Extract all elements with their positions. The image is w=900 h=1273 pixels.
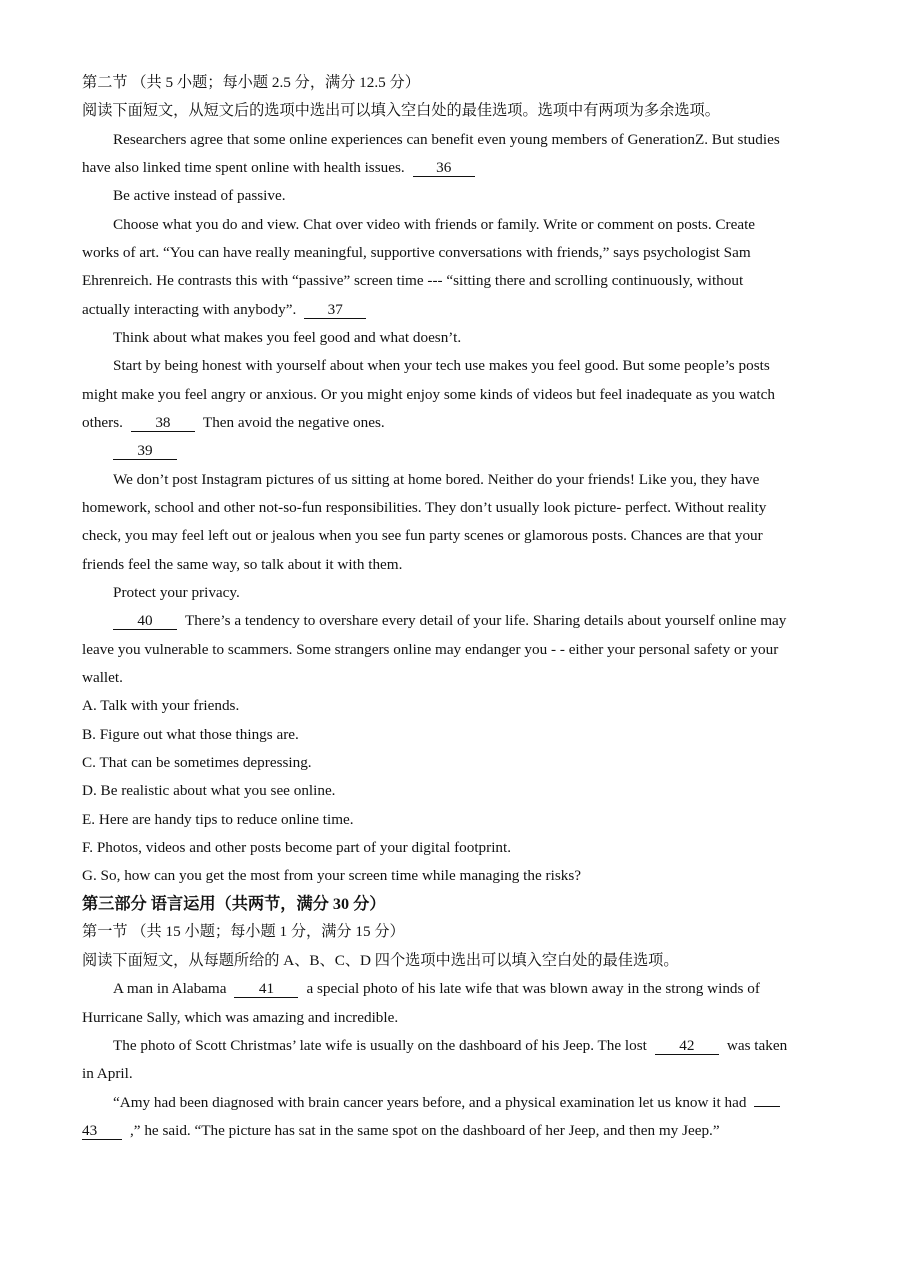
blank-43: 43: [82, 1122, 122, 1140]
blank-38: 38: [131, 414, 195, 432]
heading-be-active: Be active instead of passive.: [113, 187, 286, 204]
passage1-p1-line1: Researchers agree that some online experiences can benefit even young members of GenerationZ. But studies: [113, 131, 780, 148]
option-f: F. Photos, videos and other posts become part of your digital footprint.: [82, 839, 512, 856]
heading-protect-privacy: Protect your privacy.: [113, 584, 240, 601]
passage1-p3-line3a: others.: [82, 414, 123, 431]
part3-title: 第三部分 语言运用（共两节，满分 30 分）: [82, 895, 386, 913]
blank-39-line: [113, 441, 177, 461]
passage1-p1-line2-text: have also linked time spent online with health issues.: [82, 159, 405, 176]
passage1-p2-line3: Ehrenreich. He contrasts this with “passive” screen time --- “sitting there and scrolling continuously, without: [82, 272, 744, 289]
passage1-p4-line3: check, you may feel left out or jealous when you see fun party scenes or glamorous posts. Chances are that your: [82, 527, 763, 544]
passage2-p3-line2: [82, 1121, 720, 1141]
option-e: E. Here are handy tips to reduce online time.: [82, 811, 354, 828]
option-g: G. So, how can you get the most from your screen time while managing the risks?: [82, 867, 581, 884]
passage1-p5-line2: leave you vulnerable to scammers. Some strangers online may endanger you - - either your personal safety or your: [82, 641, 779, 658]
passage1-p4-line2: homework, school and other not-so-fun responsibilities. They don’t usually look picture- perfect. Without reality: [82, 499, 767, 516]
passage1-p5-line1: [113, 611, 786, 631]
part3-section1-title: 第一节 （共 15 小题；每小题 1 分，满分 15 分）: [82, 923, 405, 940]
passage1-p3-line1: Start by being honest with yourself about when your tech use makes you feel good. But some people’s posts: [113, 357, 770, 374]
part3-instruction: 阅读下面短文，从每题所给的 A、B、C、D 四个选项中选出可以填入空白处的最佳选项。: [82, 952, 679, 969]
passage1-p2-line2: works of art. “You can have really meaningful, supportive conversations with friends,” says psychologist Sam: [82, 244, 751, 261]
passage2-p1-a: A man in Alabama: [113, 980, 227, 997]
blank-37: 37: [304, 301, 366, 319]
section2-title: 第二节 （共 5 小题；每小题 2.5 分，满分 12.5 分）: [82, 74, 420, 91]
passage1-p5-line3: wallet.: [82, 669, 123, 686]
blank-42: 42: [655, 1037, 719, 1055]
passage2-p2-line1: [113, 1036, 787, 1056]
passage1-p3-line2: might make you feel angry or anxious. Or you might enjoy some kinds of videos but feel inadequate as you watch: [82, 386, 775, 403]
blank-40: 40: [113, 612, 177, 630]
passage2-p3-line2-text: ,” he said. “The picture has sat in the same spot on the dashboard of her Jeep, and then my Jeep.”: [130, 1122, 720, 1139]
passage1-p2-line4: [82, 300, 366, 320]
section2-instruction: 阅读下面短文，从短文后的选项中选出可以填入空白处的最佳选项。选项中有两项为多余选项。: [82, 102, 720, 119]
passage1-p1-line2: [82, 158, 475, 178]
passage2-p3-line1-text: “Amy had been diagnosed with brain cancer years before, and a physical examination let us know it had: [113, 1094, 747, 1111]
passage1-p3-line3: [82, 413, 385, 433]
passage1-p4-line4: friends feel the same way, so talk about it with them.: [82, 556, 403, 573]
passage2-p2-line2: in April.: [82, 1065, 133, 1082]
passage1-p5-line1-text: There’s a tendency to overshare every detail of your life. Sharing details about yourself online may: [185, 612, 787, 629]
passage2-p1-b: a special photo of his late wife that was blown away in the strong winds of: [306, 980, 760, 997]
heading-think-about: Think about what makes you feel good and what doesn’t.: [113, 329, 462, 346]
option-d: D. Be realistic about what you see online.: [82, 782, 336, 799]
blank-43-start: [754, 1106, 780, 1107]
option-b: B. Figure out what those things are.: [82, 726, 299, 743]
passage2-p2-b: was taken: [726, 1037, 788, 1054]
passage2-p1-line2: Hurricane Sally, which was amazing and incredible.: [82, 1009, 399, 1026]
option-a: A. Talk with your friends.: [82, 697, 240, 714]
blank-36: 36: [413, 159, 475, 177]
passage1-p4-line1: We don’t post Instagram pictures of us sitting at home bored. Neither do your friends! Like you, they have: [113, 471, 760, 488]
passage1-p3-line3b: Then avoid the negative ones.: [202, 414, 385, 431]
blank-41: 41: [234, 980, 298, 998]
passage2-p3-line1: [113, 1093, 780, 1113]
option-c: C. That can be sometimes depressing.: [82, 754, 312, 771]
passage2-p1-line1: [113, 979, 760, 999]
passage1-p2-line4-text: actually interacting with anybody”.: [82, 301, 297, 318]
passage2-p2-a: The photo of Scott Christmas’ late wife is usually on the dashboard of his Jeep. The lost: [113, 1037, 647, 1054]
blank-39: 39: [113, 442, 177, 460]
passage1-p2-line1: Choose what you do and view. Chat over video with friends or family. Write or comment on posts. Create: [113, 216, 756, 233]
